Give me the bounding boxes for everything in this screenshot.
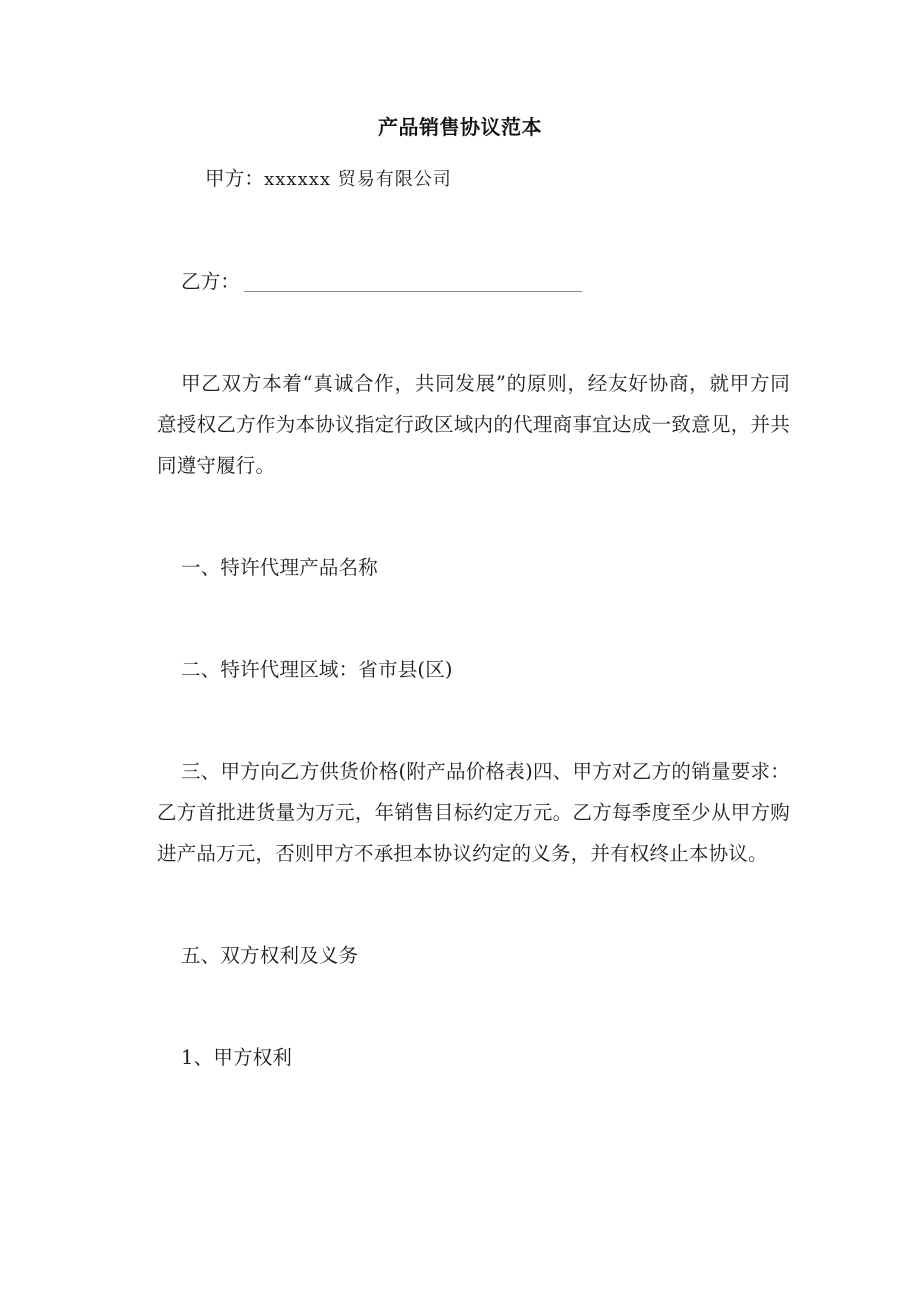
section-title-1: 特许代理产品名称 — [220, 556, 379, 579]
section-number-2: 二、 — [181, 658, 221, 681]
spacer — [157, 915, 790, 935]
spacer — [157, 343, 790, 363]
spacer — [157, 874, 790, 915]
document-content — [157, 158, 790, 1078]
preamble-paragraph: 甲乙双方本着“真诚合作，共同发展”的原则，经友好协商，就甲方同意授权乙方作为本协议指定行政区域内的代理商事宜达成一致意见，并共同遵守履行。 — [157, 372, 790, 477]
spacer — [157, 731, 790, 751]
spacer — [157, 200, 790, 241]
section-title-5: 双方权利及义务 — [220, 944, 359, 967]
party-a-value: xxxxxx 贸易有限公司 — [264, 169, 452, 190]
party-a-label: 甲方： — [205, 167, 265, 190]
party-b-line — [157, 261, 790, 302]
section-heading-5 — [157, 935, 790, 976]
subsection-number-1: 1、 — [181, 1046, 214, 1069]
spacer — [157, 629, 790, 649]
party-a-line — [157, 158, 790, 200]
spacer — [157, 302, 790, 343]
spacer — [157, 527, 790, 547]
section-heading-1 — [157, 547, 790, 588]
page-title: 产品销售协议范本 — [378, 115, 542, 139]
party-b-blank-field[interactable] — [244, 291, 582, 292]
section-heading-2 — [157, 649, 790, 690]
spacer — [157, 241, 790, 261]
spacer — [157, 976, 790, 1017]
party-b-label: 乙方： — [181, 270, 241, 293]
spacer — [157, 486, 790, 527]
spacer — [157, 690, 790, 731]
section-paragraph-3: 三、甲方向乙方供货价格(附产品价格表)四、甲方对乙方的销量要求：乙方首批进货量为万元，年销售目标约定万元。乙方每季度至少从甲方购进产品万元，否则甲方不承担本协议约定的义务，并有权终止本协议。 — [157, 760, 790, 865]
section-title-2: 特许代理区域：省市县(区) — [220, 658, 453, 681]
section-number-5: 五、 — [181, 944, 221, 967]
section-number-1: 一、 — [181, 556, 221, 579]
spacer — [157, 1017, 790, 1037]
spacer — [157, 588, 790, 629]
subsection-title-1: 甲方权利 — [213, 1046, 293, 1069]
subsection-heading-1 — [157, 1037, 790, 1078]
